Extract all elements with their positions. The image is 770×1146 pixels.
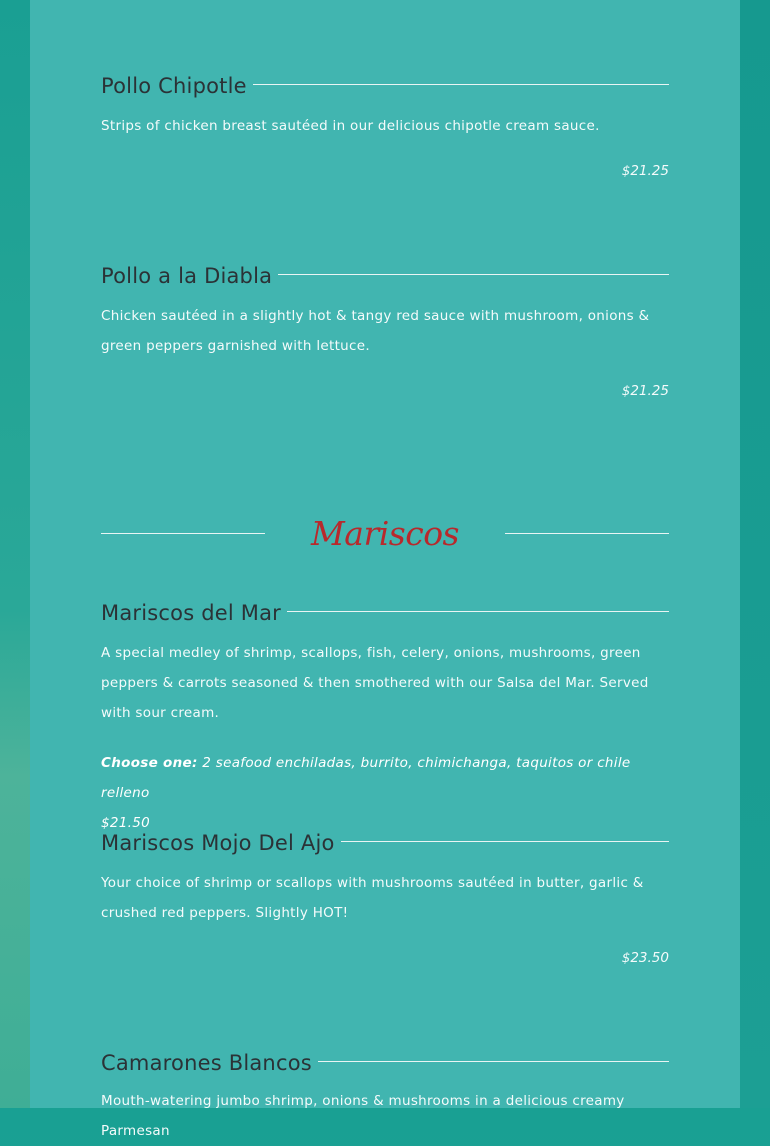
menu-item-divider [318,1061,669,1062]
menu-item-mariscos-del-mar [101,598,669,838]
menu-item-description: Strips of chicken breast sautéed in our delicious chipotle cream sauce. [101,118,600,134]
menu-item-price: $23.50 [621,950,669,966]
menu-item-camarones-blancos [101,1048,669,1146]
menu-item-name: Camarones Blancos [101,1051,312,1075]
menu-item-name: Pollo a la Diabla [101,264,273,288]
menu-item-price: $21.25 [621,163,669,179]
menu-item-header [101,71,669,101]
background-right [740,0,770,1108]
menu-item-name: Mariscos del Mar [101,601,281,625]
menu-item-pollo-chipotle [101,71,669,181]
options-text: 2 seafood enchiladas, burrito, chimichanga, taquitos or chile relleno [101,755,631,801]
menu-item-name: Pollo Chipotle [101,74,247,98]
menu-item-divider [341,841,669,842]
menu-item-description: Your choice of shrimp or scallops with mushrooms sautéed in butter, garlic & crushed red peppers. Slightly HOT! [101,875,644,921]
menu-item-header [101,1048,669,1078]
menu-item-pollo-a-la-diabla [101,261,669,401]
menu-panel [30,0,740,1139]
menu-item-mariscos-mojo-del-ajo [101,828,669,968]
menu-item-header [101,598,669,628]
background-left [0,0,30,1108]
menu-item-header [101,261,669,291]
options-label: Choose one: [101,755,198,771]
menu-item-description: Chicken sautéed in a slightly hot & tangy red sauce with mushroom, onions & green peppers garnished with lettuce. [101,308,650,354]
section-title: Mariscos [310,514,459,553]
menu-item-divider [287,611,669,612]
menu-item-name: Mariscos Mojo Del Ajo [101,831,335,855]
section-divider-right [505,533,669,534]
menu-item-price: $21.25 [621,383,669,399]
menu-item-divider [278,274,669,275]
menu-item-price: $21.50 [101,815,151,831]
section-heading-mariscos [101,512,669,556]
menu-item-header [101,828,669,858]
menu-item-description: A special medley of shrimp, scallops, fish, celery, onions, mushrooms, green peppers & carrots seasoned & then smothered with our Salsa del Mar. Served with sour cream. [101,645,649,721]
menu-item-description: Mouth-watering jumbo shrimp, onions & mushrooms in a delicious creamy Parmesan [101,1093,625,1139]
menu-item-divider [253,84,669,85]
menu-item-options [101,748,669,838]
